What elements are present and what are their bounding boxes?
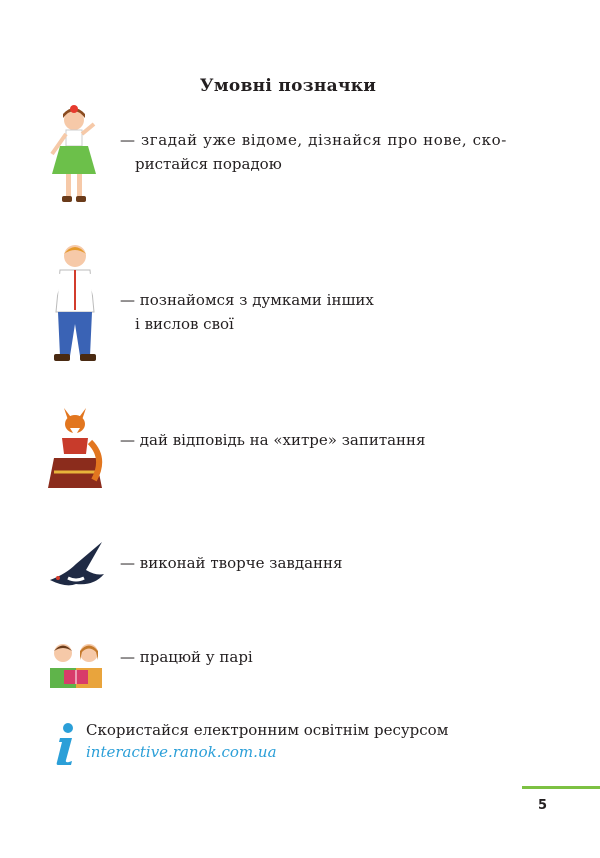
legend-text-line1: — виконай творче завдання — [120, 554, 343, 572]
info-icon — [50, 722, 80, 766]
fox-icon — [44, 402, 106, 494]
page-title: Умовні позначки — [199, 76, 377, 96]
swallow-icon — [46, 540, 108, 592]
resource-link[interactable]: interactive.ranok.com.ua — [86, 743, 277, 761]
legend-text-line1: — познайомся з думками інших — [120, 291, 374, 309]
pair-of-children-icon — [46, 640, 106, 690]
legend-text-line1: — працюй у парі — [120, 648, 253, 666]
legend-text-line2: і вислов свої — [135, 315, 234, 333]
legend-text-line2: ристайся порадою — [135, 155, 282, 173]
boy-icon — [44, 240, 106, 366]
legend-text-line1: — дай відповідь на «хитре» запитання — [120, 431, 426, 449]
girl-icon — [44, 104, 104, 208]
resource-text: Скористайся електронним освітнім ресурсом — [86, 721, 449, 739]
legend-text-line1: — згадай уже відоме, дізнайся про нове, ско- — [120, 131, 507, 149]
page-number: 5 — [538, 798, 548, 813]
footer-divider — [522, 786, 600, 789]
